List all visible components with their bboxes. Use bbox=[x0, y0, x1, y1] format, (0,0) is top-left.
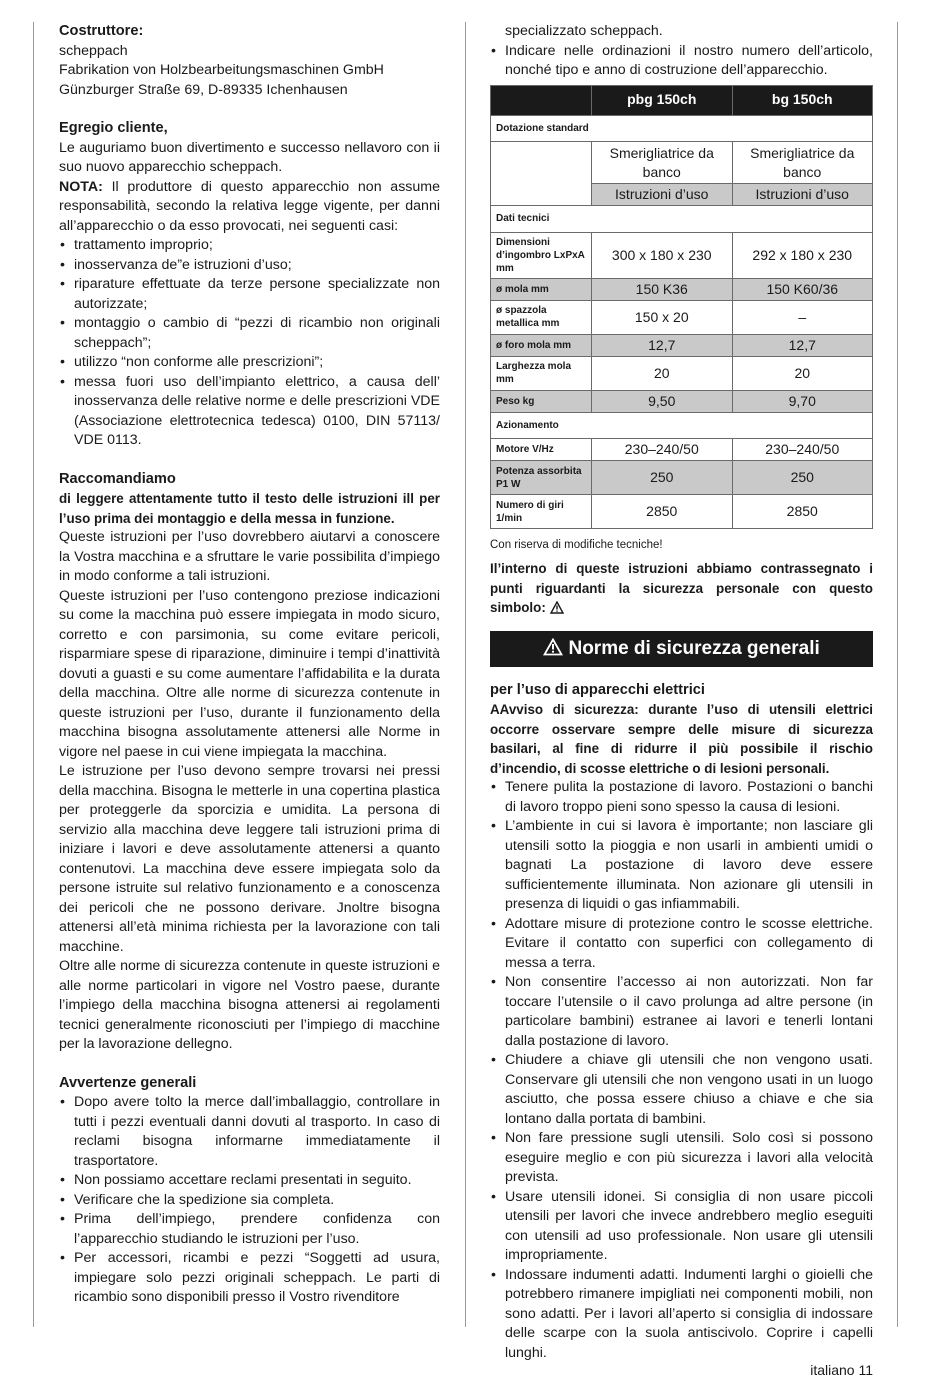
list-item: • Dopo avere tolto la merce dall’imballaggio, controllare in tutti i pezzi eventuali danni dovuti al trasporto. In caso di reclami bisogna informarne immediatamente il trasportatore. bbox=[59, 1093, 440, 1171]
list-item: • Usare utensili idonei. Si consiglia di non usare piccoli utensili per lavori che invece andrebbero meglio eseguiti con utensili ad uso professionale. Non usare gli utensili impropriamente. bbox=[490, 1188, 873, 1266]
table-cell: 250 bbox=[592, 461, 733, 495]
note-label: NOTA: bbox=[59, 178, 103, 195]
general-list bbox=[59, 1093, 440, 1308]
table-cell: 2850 bbox=[732, 495, 873, 529]
list-item: • L’ambiente in cui si lavora è importante; non lasciare gli utensili sotto la pioggia e non usarli in ambienti umidi o bagnati La postazione di lavoro deve essere sufficientemente illuminata. Non azionare gli utensili in presenza di liquidi o gas infiammabili. bbox=[490, 817, 873, 915]
table-header-blank bbox=[491, 85, 592, 115]
spec-table bbox=[490, 85, 873, 530]
row-label: Numero di giri 1/min bbox=[491, 495, 592, 529]
table-header-model: pbg 150ch bbox=[592, 85, 733, 115]
list-item: • utilizzo “non conforme alle prescrizioni”; bbox=[59, 353, 440, 373]
group-label: Azionamento bbox=[491, 412, 873, 439]
list-item: • Non consentire l’accesso ai non autorizzati. Non far toccare l’utensile o il cavo prolunga ad altre persone (in particolare bambini) estranee ai lavori e tenerli lontani dalla postazione di lavoro. bbox=[490, 973, 873, 1051]
recommend-heading: Raccomandiamo bbox=[59, 470, 176, 487]
list-item: • Non fare pressione sugli utensili. Solo così si possono eseguire meglio e con più sicurezza i lavori alla velocità prevista. bbox=[490, 1129, 873, 1188]
center-rule bbox=[465, 22, 466, 1327]
list-item: • montaggio o cambio di “pezzi di ricambio non originali scheppach”; bbox=[59, 314, 440, 353]
page-footer: italiano 11 bbox=[810, 1362, 873, 1378]
safety-banner bbox=[490, 631, 873, 667]
list-item: • Indicare nelle ordinazioni il nostro numero dell’articolo, nonché tipo e anno di costruzione dell’apparecchio. bbox=[490, 42, 873, 81]
customer-heading: Egregio cliente, bbox=[59, 120, 168, 136]
table-cell: 230–240/50 bbox=[592, 439, 733, 461]
list-item: • Per accessori, ricambi e pezzi “Soggetti ad usura, impiegare solo pezzi originali scheppach. Le parti di ricambio sono disponibili presso il Vostro rivenditore bbox=[59, 1249, 440, 1308]
manufacturer-line: Günzburger Straße 69, D-89335 Ichenhausen bbox=[59, 81, 348, 98]
list-item: • inosservanza de”e istruzioni d’uso; bbox=[59, 256, 440, 276]
customer-intro: Le auguriamo buon divertimento e successo nellavoro con ii suo nuovo apparecchio scheppach. bbox=[59, 139, 440, 175]
table-row bbox=[491, 300, 873, 334]
electric-heading: per l’uso di apparecchi elettrici bbox=[490, 681, 705, 698]
warning-triangle-icon bbox=[550, 601, 564, 614]
symbol-note bbox=[490, 559, 873, 618]
list-item: • Verificare che la spedizione sia completa. bbox=[59, 1191, 440, 1211]
row-label: Peso kg bbox=[491, 390, 592, 412]
table-cell: 150 K60/36 bbox=[732, 278, 873, 300]
table-cell: 150 K36 bbox=[592, 278, 733, 300]
table-cell: 20 bbox=[592, 356, 733, 390]
right-column bbox=[490, 22, 873, 1363]
list-item: • Tenere pulita la postazione di lavoro. Postazioni o banchi di lavoro troppo pieni sono spesso la causa di lesioni. bbox=[490, 778, 873, 817]
table-cell: 150 x 20 bbox=[592, 300, 733, 334]
row-label: Dimensioni d’ingombro LxPxA mm bbox=[491, 232, 592, 278]
empty-label-cell bbox=[491, 142, 592, 206]
table-cell: 9,50 bbox=[592, 390, 733, 412]
table-row bbox=[491, 206, 873, 233]
table-cell: Istruzioni d’uso bbox=[732, 184, 873, 206]
row-label: Larghezza mola mm bbox=[491, 356, 592, 390]
banner-title: Norme di sicurezza generali bbox=[568, 637, 820, 659]
list-item: • Prima dell’impiego, prendere confidenza con l’apparecchio studiando le istruzioni per l’uso. bbox=[59, 1210, 440, 1249]
row-label: ø spazzola metallica mm bbox=[491, 300, 592, 334]
row-label: Motore V/Hz bbox=[491, 439, 592, 461]
paragraph: Queste istruzioni per l’uso dovrebbero aiutarvi a conoscere la Vostra macchina e a sfruttare le varie possibilita d’impiego in modo conforme a tali istruzioni. bbox=[59, 529, 440, 584]
note-paragraph bbox=[59, 178, 440, 237]
table-row bbox=[491, 115, 873, 142]
table-cell: Smerigliatrice da banco bbox=[732, 142, 873, 184]
left-margin-rule bbox=[33, 22, 34, 1327]
symbol-note-text: Il’interno di queste istruzioni abbiamo contrassegnato i punti riguardanti la sicurezza personale con questo simbolo: bbox=[490, 561, 873, 615]
continuation-text: specializzato scheppach. bbox=[505, 23, 663, 39]
manufacturer-line: Fabrikation von Holzbearbeitungsmaschinen GmbH bbox=[59, 62, 384, 78]
table-cell: 12,7 bbox=[732, 334, 873, 356]
table-row bbox=[491, 461, 873, 495]
table-cell: 12,7 bbox=[592, 334, 733, 356]
table-row bbox=[491, 232, 873, 278]
table-cell: 230–240/50 bbox=[732, 439, 873, 461]
manufacturer-heading: Costruttore: bbox=[59, 23, 144, 39]
group-label: Dati tecnici bbox=[491, 206, 873, 233]
table-cell: Smerigliatrice da banco bbox=[592, 142, 733, 184]
table-row bbox=[491, 439, 873, 461]
table-row bbox=[491, 334, 873, 356]
list-item: • Indossare indumenti adatti. Indumenti larghi o gioielli che potrebbero rimanere impigliati nei componenti mobili, non sono adatti. Per i lavori all’aperto si consiglia di indossare delle scarpe con la suola antiscivolo. Coprire i capelli lunghi. bbox=[490, 1266, 873, 1364]
list-item: • Adottare misure di protezione contro le scosse elettriche. Evitare il contatto con superfici con collegamento di messa a terra. bbox=[490, 915, 873, 974]
list-item: • Non possiamo accettare reclami presentati in seguito. bbox=[59, 1171, 440, 1191]
table-cell: 300 x 180 x 230 bbox=[592, 232, 733, 278]
table-row bbox=[491, 356, 873, 390]
order-list bbox=[490, 42, 873, 81]
liability-list bbox=[59, 236, 440, 451]
list-item: • messa fuori uso dell’impianto elettrico, a causa dell’ inosservanza delle relative norme e delle prescrizioni VDE (Associazione elettrotecnica tedesca) 0100, DIN 57113/ VDE 0113. bbox=[59, 373, 440, 451]
general-heading: Avvertenze generali bbox=[59, 1074, 197, 1091]
manufacturer-line: scheppach bbox=[59, 42, 128, 59]
paragraph: Queste istruzioni per l’uso contengono preziose indicazioni su come la macchina può essere impiegata in modo sicuro, corretto e con parsimonia, su come evitare pericoli, risparmiare spese di riparazione, diminuire i tempi d’inattività dovuti a guasti e su come aumentare l’affidabilita e la durata della macchina. Oltre alle norme di sicurezza contenute in queste istruzioni per l’uso, durante il funzionamento della macchina bisogna assolutamente attenersi alle Norme in vigore nel paese in cui viene impiegata la macchina. bbox=[59, 587, 440, 760]
warning-triangle-icon bbox=[543, 638, 563, 656]
table-row bbox=[491, 278, 873, 300]
reserve-note: Con riserva di modifiche tecniche! bbox=[490, 539, 663, 551]
recommend-bold: di leggere attentamente tutto il testo delle istruzioni ill per l’uso prima dei montaggio e della messa in funzione. bbox=[59, 491, 440, 526]
list-item: • riparature effettuate da terze persone specializzate non autorizzate; bbox=[59, 275, 440, 314]
table-row bbox=[491, 142, 873, 184]
table-cell: Istruzioni d’uso bbox=[592, 184, 733, 206]
table-cell: 2850 bbox=[592, 495, 733, 529]
table-cell: 9,70 bbox=[732, 390, 873, 412]
table-row bbox=[491, 390, 873, 412]
left-column bbox=[59, 22, 440, 1308]
table-cell: 250 bbox=[732, 461, 873, 495]
row-label: Potenza assorbita P1 W bbox=[491, 461, 592, 495]
paragraph: Le istruzione per l’uso devono sempre trovarsi nei pressi della macchina. Bisogna le metterle in una copertina plastica per proteggerle da sporcizia e umidita. La persona di servizio alla macchina deve leggere tali istruzioni prima di iniziare i lavori e deve assolutamente attenersi a quanto contenutovi. La macchina deve essere impiegata solo da persone istruite sul relativo funzionamento e a conoscenza dei pericoli che ne possono derivare. Jnoltre bisogna attenersi all’età minima richiesta per la lavorazione con tali macchine. bbox=[59, 763, 440, 955]
table-cell: 20 bbox=[732, 356, 873, 390]
table-row bbox=[491, 412, 873, 439]
electric-bold: AAvviso di sicurezza: durante l’uso di utensili elettrici occorre osservare sempre delle misure di sicurezza basilari, al fine di ridurre il più possibile il rischio d’incendio, di scosse elettriche o di lesioni personali. bbox=[490, 702, 873, 776]
note-text: Il produttore di questo apparecchio non assume responsabilità, secondo la relativa legge vigente, per danni all’apparecchio o da esso provocati, nei seguenti casi: bbox=[59, 178, 440, 234]
table-header-row bbox=[491, 85, 873, 115]
list-item: • trattamento improprio; bbox=[59, 236, 440, 256]
row-label: ø foro mola mm bbox=[491, 334, 592, 356]
paragraph: Oltre alle norme di sicurezza contenute in queste istruzioni e alle norme particolari in vigore nel Vostro paese, durante l’impiego della macchina bisogna attenersi ai regolamenti tecnici generalmente riconosciuti per l’impiego di macchine per la lavorazione dellegno. bbox=[59, 958, 440, 1052]
table-header-model: bg 150ch bbox=[732, 85, 873, 115]
group-label: Dotazione standard bbox=[491, 115, 873, 142]
table-cell: 292 x 180 x 230 bbox=[732, 232, 873, 278]
table-cell: – bbox=[732, 300, 873, 334]
row-label: ø mola mm bbox=[491, 278, 592, 300]
table-row bbox=[491, 495, 873, 529]
right-margin-rule bbox=[897, 22, 898, 1327]
electric-list bbox=[490, 778, 873, 1363]
list-item: • Chiudere a chiave gli utensili che non vengono usati. Conservare gli utensili che non vengono usati in un luogo asciutto, che possa essere chiuso a chiave e che sia lontano dalla portata di bambini. bbox=[490, 1051, 873, 1129]
